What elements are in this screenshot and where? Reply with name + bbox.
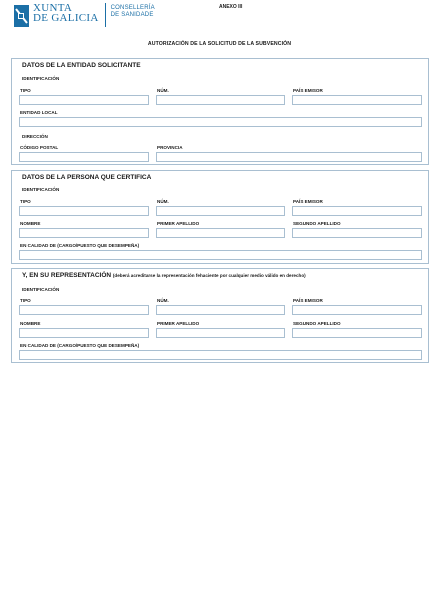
nombre-input[interactable] xyxy=(19,228,149,238)
nombre-label: NOMBRE xyxy=(20,321,41,326)
tipo-label: TIPO xyxy=(20,88,31,93)
pais-label: PAÍS EMISOR xyxy=(293,298,323,303)
num-label: NÚM. xyxy=(157,199,169,204)
calidad-input[interactable] xyxy=(19,250,422,260)
section-representacion xyxy=(11,268,429,363)
identificacion-label: IDENTIFICACIÓN xyxy=(22,287,60,292)
logo-divider xyxy=(105,3,106,27)
xunta-logo xyxy=(14,3,155,27)
segundo-apellido-input[interactable] xyxy=(292,228,422,238)
consellería-line2: DE SANIDADE xyxy=(110,12,154,18)
num-label: NÚM. xyxy=(157,88,169,93)
section-title-text: Y, EN SU REPRESENTACIÓN xyxy=(22,272,112,279)
galicia-flag-icon xyxy=(14,5,29,27)
consellería-line1: CONSELLERÍA xyxy=(110,5,155,11)
tipo-label: TIPO xyxy=(20,199,31,204)
calidad-label: EN CALIDAD DE (CARGO/PUESTO QUE DESEMPEÑA) xyxy=(20,243,140,248)
pais-input[interactable] xyxy=(292,206,422,216)
num-input[interactable] xyxy=(156,305,285,315)
section-entidad xyxy=(11,58,429,165)
logo-xunta-text: XUNTA xyxy=(33,2,73,14)
consellería-name xyxy=(111,5,155,19)
direccion-label: DIRECCIÓN xyxy=(22,134,48,139)
anexo-label: ANEXO III xyxy=(219,4,243,10)
codigo-postal-label: CÓDIGO POSTAL xyxy=(20,145,59,150)
segundo-apellido-input[interactable] xyxy=(292,328,422,338)
section-note: (deberá acreditarse la representación fehaciente por cualquier medio válido en derecho) xyxy=(112,273,306,278)
provincia-label: PROVINCIA xyxy=(157,145,183,150)
nombre-label: NOMBRE xyxy=(20,221,41,226)
calidad-label: EN CALIDAD DE (CARGO/PUESTO QUE DESEMPEÑA) xyxy=(20,343,140,348)
logo-galicia-text: DE GALICIA xyxy=(33,12,99,24)
segundo-apellido-label: SEGUNDO APELLIDO xyxy=(293,321,341,326)
section-title xyxy=(22,272,306,279)
tipo-input[interactable] xyxy=(19,206,149,216)
num-input[interactable] xyxy=(156,95,285,105)
nombre-input[interactable] xyxy=(19,328,149,338)
identificacion-label: IDENTIFICACIÓN xyxy=(22,76,60,81)
identificacion-label: IDENTIFICACIÓN xyxy=(22,187,60,192)
entidad-local-label: ENTIDAD LOCAL xyxy=(20,110,58,115)
entidad-local-input[interactable] xyxy=(19,117,422,127)
calidad-input[interactable] xyxy=(19,350,422,360)
num-input[interactable] xyxy=(156,206,285,216)
section-title: DATOS DE LA ENTIDAD SOLICITANTE xyxy=(22,62,141,69)
tipo-input[interactable] xyxy=(19,305,149,315)
section-title: DATOS DE LA PERSONA QUE CERTIFICA xyxy=(22,174,152,181)
tipo-label: TIPO xyxy=(20,298,31,303)
segundo-apellido-label: SEGUNDO APELLIDO xyxy=(293,221,341,226)
tipo-input[interactable] xyxy=(19,95,149,105)
num-label: NÚM. xyxy=(157,298,169,303)
primer-apellido-label: PRIMER APELLIDO xyxy=(157,221,200,226)
primer-apellido-input[interactable] xyxy=(156,328,285,338)
pais-input[interactable] xyxy=(292,95,422,105)
codigo-postal-input[interactable] xyxy=(19,152,149,162)
pais-label: PAÍS EMISOR xyxy=(293,199,323,204)
document-title: AUTORIZACIÓN DE LA SOLICITUD DE LA SUBVENCIÓN xyxy=(147,41,292,47)
pais-label: PAÍS EMISOR xyxy=(293,88,323,93)
logo-wordmark xyxy=(33,3,99,23)
primer-apellido-label: PRIMER APELLIDO xyxy=(157,321,200,326)
pais-input[interactable] xyxy=(292,305,422,315)
provincia-input[interactable] xyxy=(156,152,422,162)
section-persona-certifica xyxy=(11,170,429,264)
primer-apellido-input[interactable] xyxy=(156,228,285,238)
